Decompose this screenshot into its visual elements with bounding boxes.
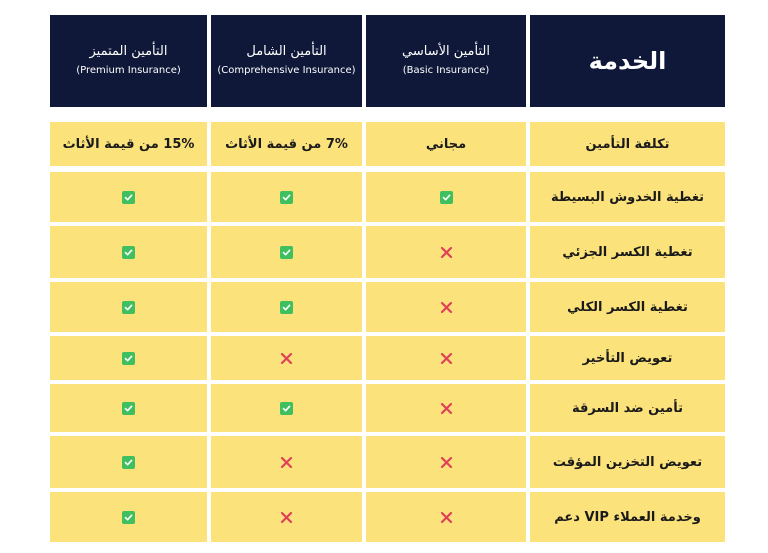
- header-basic: [366, 15, 526, 107]
- comprehensive-cost: 7% من قيمة الأثاث: [211, 122, 362, 166]
- premium-cell: [50, 226, 207, 278]
- check-icon: [122, 191, 135, 204]
- cross-icon: [440, 402, 453, 415]
- header-service: الخدمة: [530, 15, 725, 107]
- comprehensive-cell: [211, 336, 362, 380]
- cross-icon: [440, 352, 453, 365]
- header-premium: [50, 15, 207, 107]
- cross-icon: [440, 301, 453, 314]
- check-icon: [280, 246, 293, 259]
- header-basic-ar: التأمين الأساسي: [402, 44, 490, 59]
- cross-icon: [280, 511, 293, 524]
- row-label: تغطية الكسر الجزئي: [530, 226, 725, 278]
- check-icon: [280, 402, 293, 415]
- comprehensive-cell: [211, 492, 362, 542]
- check-icon: [122, 301, 135, 314]
- row-label: تأمين ضد السرقة: [530, 384, 725, 432]
- basic-cell: [366, 282, 526, 332]
- comprehensive-cell: [211, 226, 362, 278]
- header-comprehensive: [211, 15, 362, 107]
- row-label: تكلفة التأمين: [530, 122, 725, 166]
- basic-cell: [366, 384, 526, 432]
- row-label: دعم VIP وخدمة العملاء: [530, 492, 725, 542]
- cross-icon: [280, 456, 293, 469]
- header-premium-en: (Premium Insurance): [76, 65, 181, 76]
- premium-cell: [50, 336, 207, 380]
- basic-cell: [366, 172, 526, 222]
- comprehensive-cell: [211, 384, 362, 432]
- basic-cell: [366, 336, 526, 380]
- check-icon: [122, 511, 135, 524]
- basic-cell: [366, 226, 526, 278]
- cross-icon: [440, 246, 453, 259]
- check-icon: [122, 402, 135, 415]
- check-icon: [122, 246, 135, 259]
- comprehensive-cell: [211, 172, 362, 222]
- row-label: تغطية الكسر الكلي: [530, 282, 725, 332]
- check-icon: [280, 191, 293, 204]
- header-basic-en: (Basic Insurance): [402, 65, 490, 76]
- basic-cell: [366, 436, 526, 488]
- row-label: تعويض التأخير: [530, 336, 725, 380]
- check-icon: [122, 352, 135, 365]
- row-label: تعويض التخزين المؤقت: [530, 436, 725, 488]
- check-icon: [280, 301, 293, 314]
- comprehensive-cell: [211, 436, 362, 488]
- header-comprehensive-ar: التأمين الشامل: [246, 44, 327, 59]
- header-premium-ar: التأمين المتميز: [89, 44, 168, 59]
- basic-cell: [366, 492, 526, 542]
- check-icon: [122, 456, 135, 469]
- premium-cell: [50, 384, 207, 432]
- check-icon: [440, 191, 453, 204]
- premium-cell: [50, 172, 207, 222]
- cross-icon: [440, 456, 453, 469]
- cross-icon: [440, 511, 453, 524]
- premium-cell: [50, 492, 207, 542]
- basic-cost: مجاني: [366, 122, 526, 166]
- premium-cell: [50, 436, 207, 488]
- premium-cell: [50, 282, 207, 332]
- row-label: تغطية الخدوش البسيطة: [530, 172, 725, 222]
- cross-icon: [280, 352, 293, 365]
- comprehensive-cell: [211, 282, 362, 332]
- premium-cost: 15% من قيمة الأثاث: [50, 122, 207, 166]
- header-comprehensive-en: (Comprehensive Insurance): [217, 65, 356, 76]
